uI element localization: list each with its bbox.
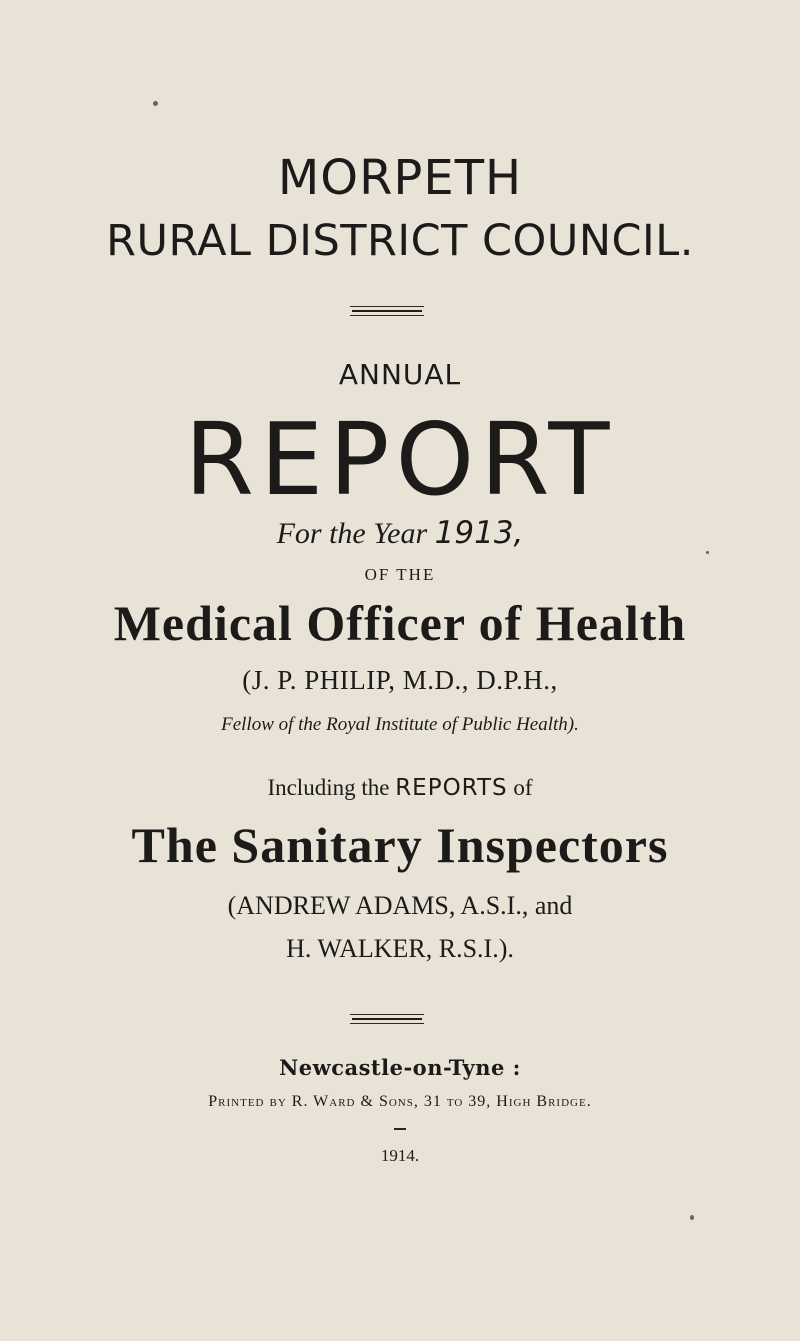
annual-label: ANNUAL xyxy=(338,358,462,391)
short-dash-divider xyxy=(394,1128,406,1130)
of-the-label: OF THE xyxy=(364,565,436,584)
double-rule-bottom xyxy=(0,1014,800,1026)
including-prefix: Including the xyxy=(267,775,390,800)
report-heading: REPORT xyxy=(184,401,616,518)
council-name-line1: MORPETH xyxy=(277,150,523,206)
inspectors-line2: H. WALKER, R.S.I.). xyxy=(286,934,514,963)
including-suffix: of xyxy=(513,775,533,800)
year-prefix: For the Year xyxy=(276,517,428,550)
council-name-line2: RURAL DISTRICT COUNCIL. xyxy=(106,216,694,266)
double-rule-top xyxy=(0,306,800,318)
including-reports: REPORTS xyxy=(395,775,508,801)
including-line xyxy=(0,773,800,803)
officer-name: (J. P. PHILIP, M.D., D.P.H., xyxy=(242,665,558,695)
inspectors-line1: (ANDREW ADAMS, A.S.I., and xyxy=(227,891,573,920)
year-value: 1913, xyxy=(434,515,524,551)
publication-place: Newcastle-on-Tyne : xyxy=(279,1055,521,1080)
publication-year: 1914. xyxy=(380,1146,420,1165)
year-line xyxy=(0,515,800,552)
officer-heading: Medical Officer of Health xyxy=(113,595,687,651)
paper-speck xyxy=(153,101,158,106)
paper-speck xyxy=(690,1215,694,1220)
fellowship-line: Fellow of the Royal Institute of Public Health). xyxy=(221,714,579,735)
printer-line: Printed by R. Ward & Sons, 31 to 39, High Bridge. xyxy=(208,1093,592,1110)
inspectors-heading: The Sanitary Inspectors xyxy=(131,817,669,873)
